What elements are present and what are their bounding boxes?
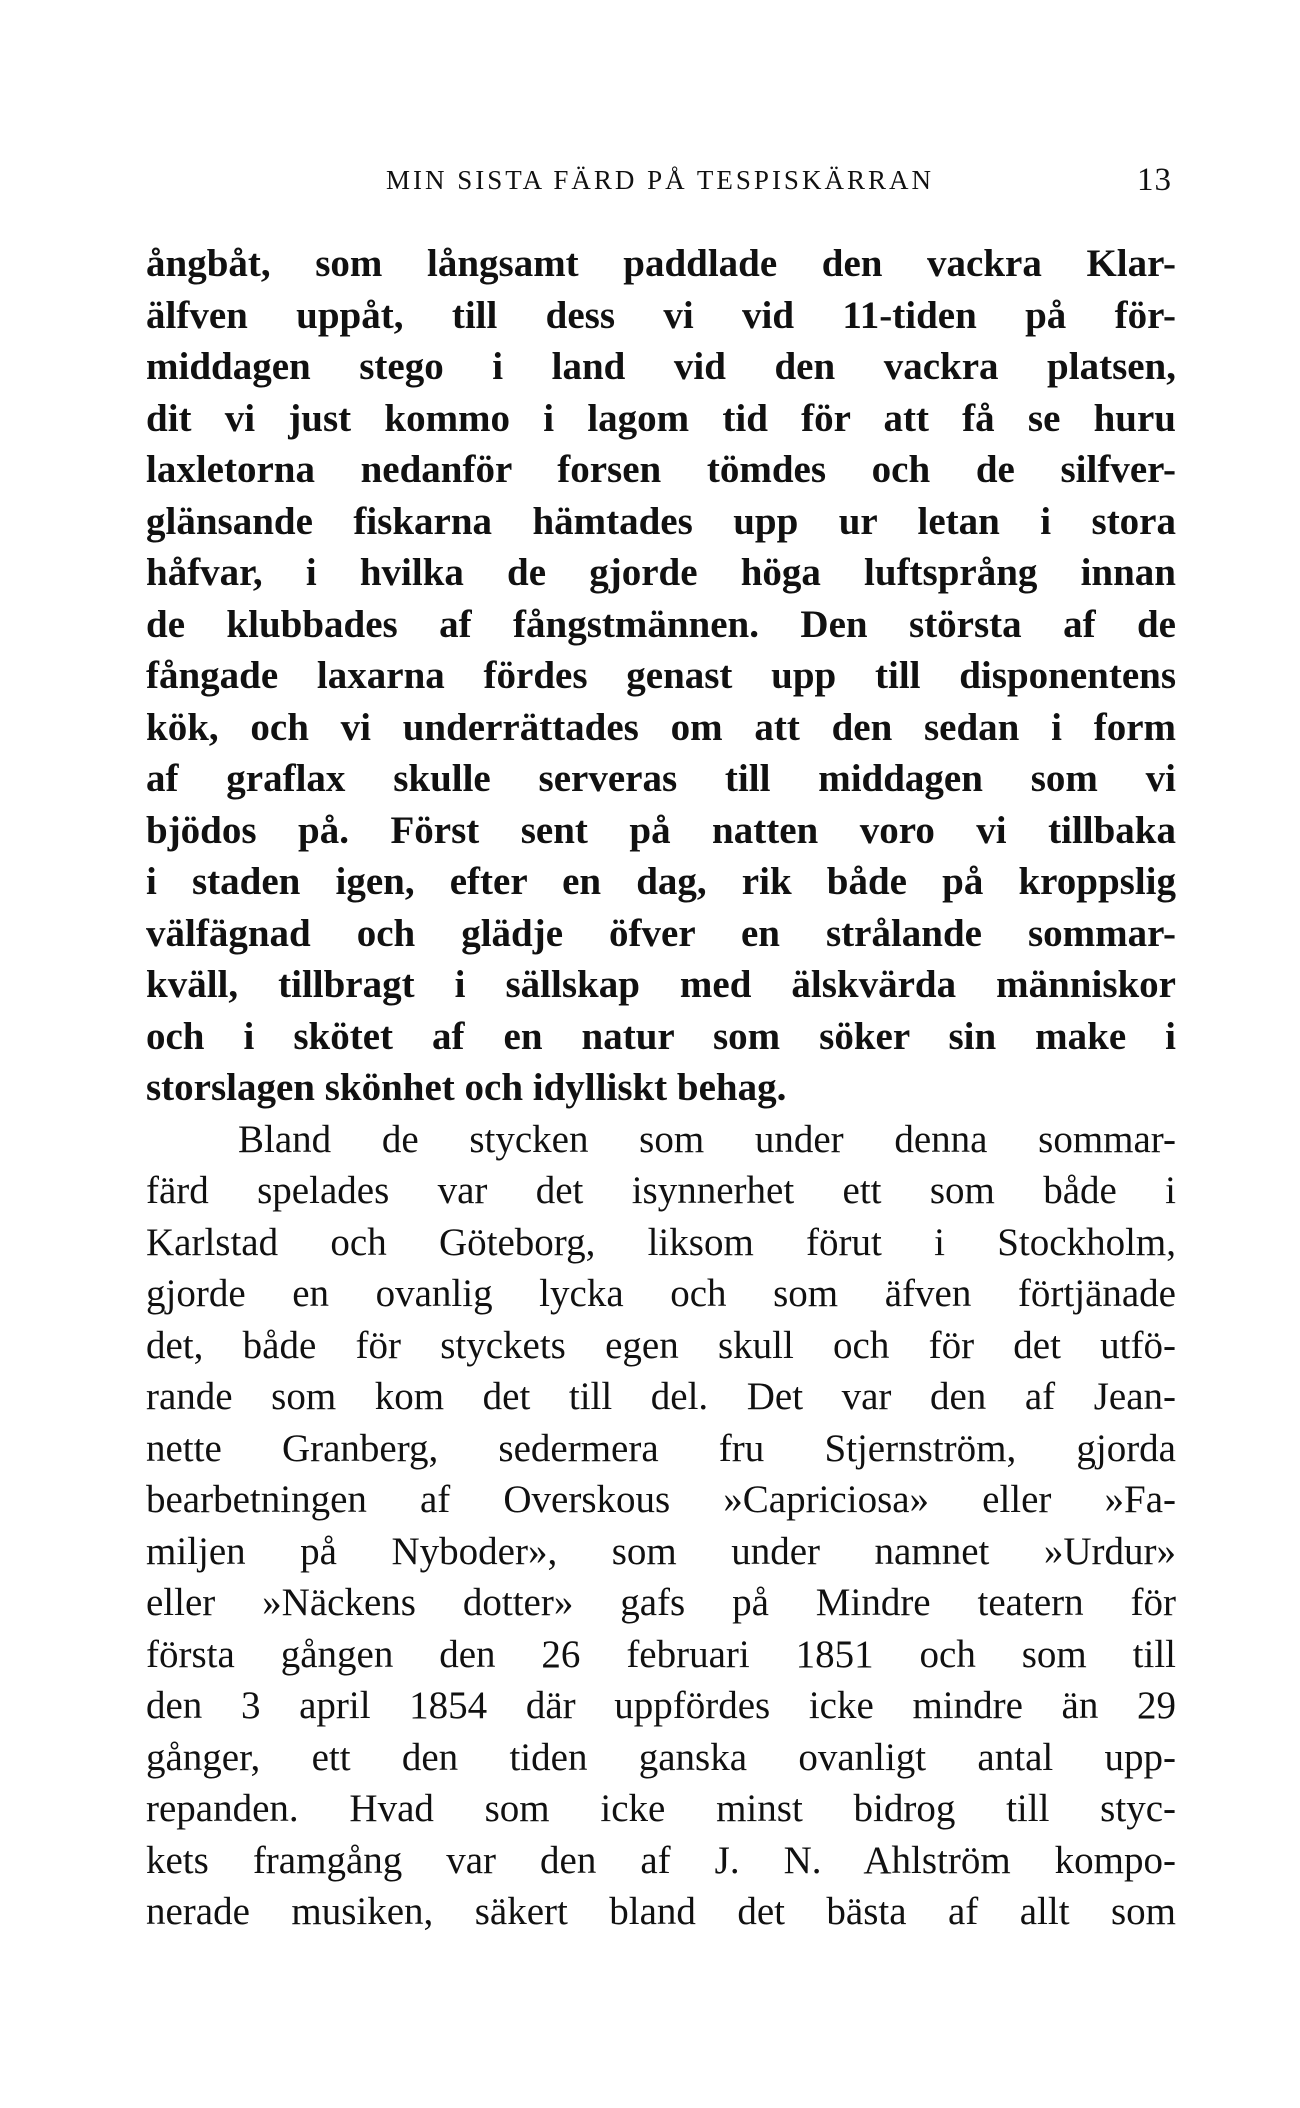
page-number: 13 [1137,162,1172,198]
text-line: den 3 april 1854 där uppfördes icke mindre än 29 [146,1684,1176,1727]
text-line: eller »Näckens dotter» gafs på Mindre teatern för [146,1581,1176,1624]
running-title: MIN SISTA FÄRD PÅ TESPISKÄRRAN [386,165,934,195]
text-line: håfvar, i hvilka de gjorde höga luftsprång innan [146,551,1176,594]
text-line: Bland de stycken som under denna sommar- [238,1117,1176,1161]
text-line: färd spelades var det isynnerhet ett som både i [146,1169,1176,1212]
text-line: rande som kom det till del. Det var den af Jean- [146,1375,1176,1418]
text-line: glänsande fiskarna hämtades upp ur letan i stora [146,499,1176,543]
text-line: af graflax skulle serveras till middagen som vi [146,757,1176,800]
paragraph-2 [146,1114,1176,1938]
text-line: bearbetningen af Overskous »Capriciosa» eller »Fa- [146,1478,1176,1521]
text-line: och i skötet af en natur som söker sin make i [146,1014,1176,1058]
text-line: miljen på Nyboder», som under namnet »Urdur» [146,1529,1176,1573]
text-line: repanden. Hvad som icke minst bidrog till styc- [146,1787,1176,1830]
text-line: kök, och vi underrättades om att den sedan i form [146,705,1176,749]
text-line: middagen stego i land vid den vackra platsen, [146,345,1176,388]
text-line: ångbåt, som långsamt paddlade den vackra Klar- [146,242,1176,285]
text-line: bjödos på. Först sent på natten voro vi tillbaka [146,808,1176,852]
text-line: kets framgång var den af J. N. Ahlström kompo- [146,1838,1176,1882]
text-line: kväll, tillbragt i sällskap med älskvärda människor [146,963,1176,1006]
text-line: gjorde en ovanlig lycka och som äfven förtjänade [146,1272,1176,1315]
paragraph-1 [146,238,1176,1114]
text-line: det, både för styckets egen skull och för det utfö- [146,1323,1176,1367]
text-line: älfven uppåt, till dess vi vid 11-tiden på för- [146,293,1176,337]
text-line: nette Granberg, sedermera fru Stjernström, gjorda [146,1426,1176,1470]
text-line: storslagen skönhet och idylliskt behag. [146,1066,787,1109]
text-line: första gången den 26 februari 1851 och som till [146,1632,1176,1676]
text-line: välfägnad och glädje öfver en strålande sommar- [146,911,1176,955]
text-line: dit vi just kommo i lagom tid för att få se huru [146,396,1176,440]
text-line: laxletorna nedanför forsen tömdes och de silfver- [146,448,1176,491]
text-line: nerade musiken, säkert bland det bästa af allt som [146,1890,1176,1933]
text-line: i staden igen, efter en dag, rik både på kroppslig [146,860,1176,903]
text-line: gånger, ett den tiden ganska ovanligt antal upp- [146,1735,1176,1779]
text-line: fångade laxarna fördes genast upp till disponentens [146,654,1176,697]
text-line: de klubbades af fångstmännen. Den största af de [146,602,1176,646]
body-text [146,238,1176,1938]
text-line: Karlstad och Göteborg, liksom förut i Stockholm, [146,1220,1176,1264]
running-head [148,160,1172,200]
